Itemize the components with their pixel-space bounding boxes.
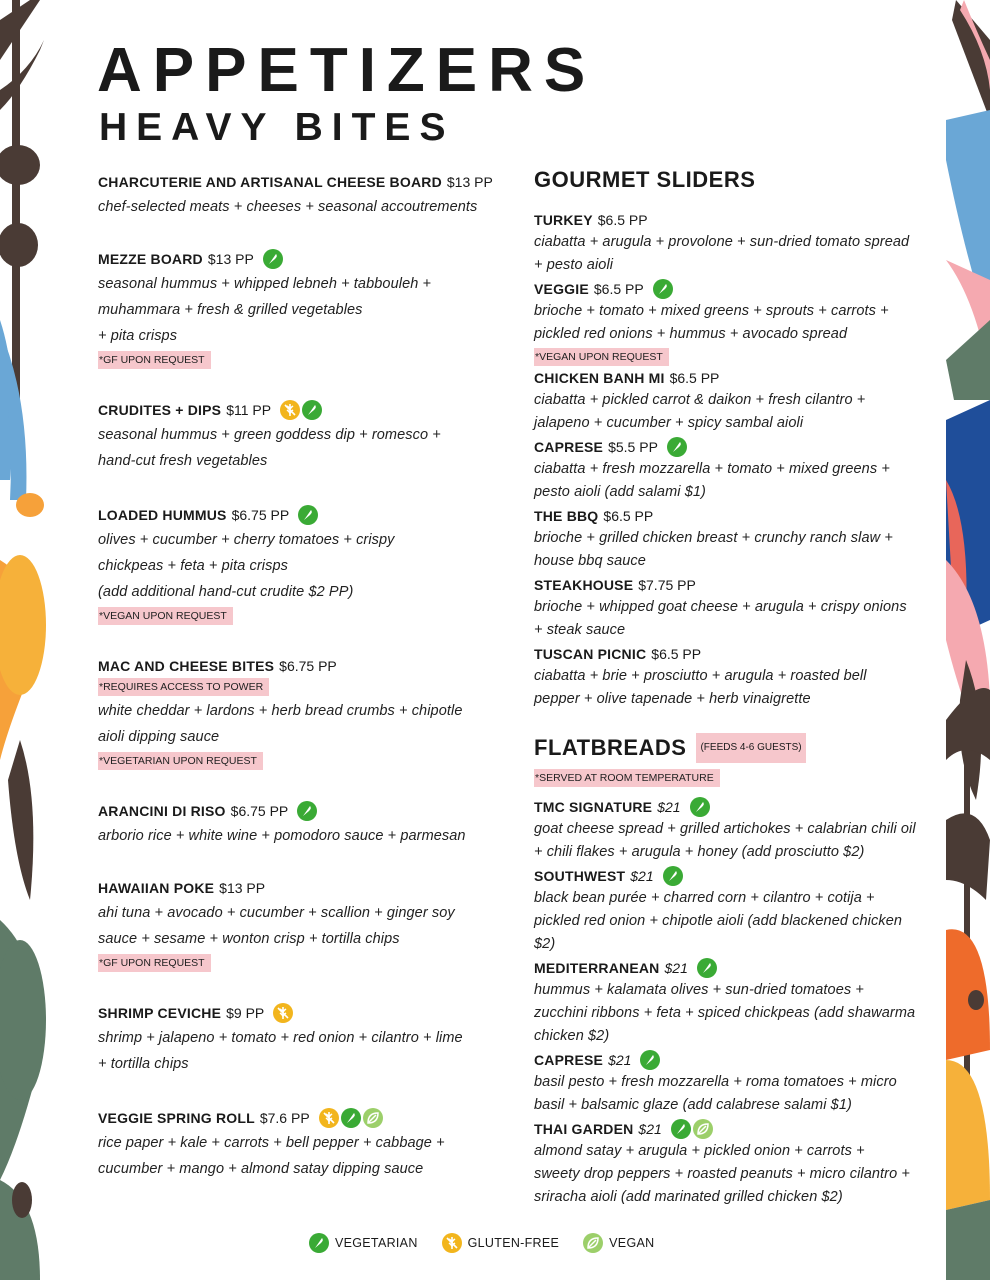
description-line: + chili flakes + arugula + honey (add prosciutto $2) [534,844,865,860]
legend-entry [583,1233,654,1253]
description-line: + steak sauce [534,622,626,638]
description-line: hummus + kalamata olives + sun-dried tomatoes + [534,982,864,998]
item-title-line [98,656,508,676]
gluten-free-icon [442,1233,462,1253]
dietary-icons [297,801,317,821]
appetizers-column [98,172,508,1213]
item-description [534,979,940,1048]
menu-item [534,1119,940,1209]
description-line: $2) [534,936,556,952]
item-title-line [98,249,508,269]
item-name: SOUTHWEST [534,868,626,884]
description-line: almond satay + arugula + pickled onion + carrots + [534,1143,865,1159]
vegetarian-icon [263,249,283,269]
description-line: white cheddar + lardons + herb bread crumbs + chipotle [98,703,463,719]
gluten-free-icon [280,400,300,420]
item-title-line [534,1119,940,1139]
item-price: $21 [638,1121,662,1137]
description-line: hand-cut fresh vegetables [98,453,268,469]
gourmet-sliders-section [534,166,940,711]
item-price: $11 PP [226,402,272,418]
item-name: MEDITERRANEAN [534,960,660,976]
vegetarian-icon [653,279,673,299]
vegetarian-icon [298,505,318,525]
item-name: VEGGIE SPRING ROLL [98,1110,255,1126]
item-price: $6.5 PP [603,508,654,524]
description-line: brioche + grilled chicken breast + crunchy ranch slaw + [534,530,893,546]
legend-label: VEGAN [609,1236,655,1250]
vegetarian-icon [663,866,683,886]
item-description [534,231,940,277]
description-line: chickpeas + feta + pita crisps [98,558,288,574]
page-subtitle: HEAVY BITES [99,106,455,149]
dietary-icons [690,797,710,817]
item-name: VEGGIE [534,281,589,297]
vegetarian-icon [640,1050,660,1070]
item-description [98,698,508,750]
item-description [98,527,508,605]
item-title-line [534,644,940,664]
item-name: CHICKEN BANH MI [534,370,665,386]
item-description [534,887,940,956]
vegan-icon [693,1119,713,1139]
item-title-line [534,210,940,230]
menu-item [534,958,940,1048]
description-line: ciabatta + brie + prosciutto + arugula + roasted bell [534,668,867,684]
item-name: SHRIMP CEVICHE [98,1005,222,1021]
sliders-section-title: GOURMET SLIDERS [534,167,756,192]
item-price: $6.5 PP [593,281,644,297]
menu-item [534,368,940,435]
item-note: *VEGAN UPON REQUEST [98,607,233,625]
item-description [98,823,508,849]
item-description [534,596,940,642]
item-name: CRUDITES + DIPS [98,402,222,418]
item-title-line [534,575,940,595]
flatbreads-note: *SERVED AT ROOM TEMPERATURE [534,769,720,787]
dietary-icons [273,1003,293,1023]
menu-item [534,506,940,573]
flatbreads-list [534,797,940,1209]
item-title-line [98,1108,508,1128]
description-line: jalapeno + cucumber + spicy sambal aioli [534,415,804,431]
item-price: $9 PP [226,1005,265,1021]
item-name: HAWAIIAN POKE [98,880,215,896]
item-name: MAC AND CHEESE BITES [98,658,275,674]
description-line: + pesto aioli [534,257,614,273]
description-line: ciabatta + fresh mozzarella + tomato + mixed greens + [534,461,890,477]
item-name: CAPRESE [534,1052,604,1068]
item-name: LOADED HUMMUS [98,507,227,523]
item-price: $7.75 PP [638,577,696,593]
description-line: brioche + whipped goat cheese + arugula + crispy onions [534,599,907,615]
item-note: *VEGETARIAN UPON REQUEST [98,752,263,770]
menu-item [534,279,940,366]
item-name: MEZZE BOARD [98,251,203,267]
menu-item [98,656,508,770]
description-line: brioche + tomato + mixed greens + sprouts + carrots + [534,303,889,319]
description-line: ciabatta + arugula + provolone + sun-dried tomato spread [534,234,910,250]
item-description [98,194,508,220]
item-title-line [534,866,940,886]
menu-item [534,575,940,642]
vegan-icon [363,1108,383,1128]
menu-item [98,1003,508,1077]
description-line: pickled red onions + hummus + avocado spread [534,326,848,342]
item-title-line [534,1050,940,1070]
description-line: olives + cucumber + cherry tomatoes + crispy [98,532,395,548]
item-price: $21 [608,1052,632,1068]
description-line: aioli dipping sauce [98,729,220,745]
item-description [534,527,940,573]
item-description [98,900,508,952]
item-title-line [534,437,940,457]
description-line: + tortilla chips [98,1056,189,1072]
item-title-line [98,505,508,525]
menu-item [98,878,508,972]
sliders-list [534,210,940,711]
description-line: pepper + olive tapenade + herb vinaigrette [534,691,811,707]
description-line: seasonal hummus + whipped lebneh + tabbouleh + [98,276,432,292]
item-title-line [98,878,508,898]
item-description [98,1130,508,1182]
menu-item [98,505,508,625]
menu-item [534,866,940,956]
menu-item [98,249,508,369]
description-line: black bean purée + charred corn + cilantro + cotija + [534,890,875,906]
vegetarian-icon [671,1119,691,1139]
flatbreads-serving-tag: (FEEDS 4-6 GUESTS) [696,733,805,763]
vegetarian-icon [297,801,317,821]
dietary-icons [263,249,283,269]
item-name: STEAKHOUSE [534,577,634,593]
gluten-free-icon [319,1108,339,1128]
description-line: ahi tuna + avocado + cucumber + scallion + ginger soy [98,905,455,921]
menu-item [534,1050,940,1117]
description-line: sweety drop peppers + roasted peanuts + micro cilantro + [534,1166,910,1182]
item-title-line [534,279,940,299]
dietary-icons [298,505,318,525]
item-note: *REQUIRES ACCESS TO POWER [98,678,269,696]
menu-item [534,644,940,711]
item-description [534,300,940,346]
dietary-icons [667,437,687,457]
description-line: seasonal hummus + green goddess dip + romesco + [98,427,441,443]
description-line: zucchini ribbons + feta + spiced chickpeas (add shawarma [534,1005,916,1021]
vegetarian-icon [690,797,710,817]
item-description [98,271,508,349]
item-description [534,818,940,864]
description-line: pesto aioli (add salami $1) [534,484,706,500]
menu-item [98,801,508,849]
dietary-icons [653,279,673,299]
item-price: $5.5 PP [608,439,658,455]
description-line: basil pesto + fresh mozzarella + roma tomatoes + micro [534,1074,897,1090]
menu-item [534,437,940,504]
vegetarian-icon [341,1108,361,1128]
item-title-line [98,801,508,821]
item-name: TURKEY [534,212,593,228]
vegetarian-icon [697,958,717,978]
flatbreads-section [534,733,940,1209]
item-title-line [534,958,940,978]
dietary-legend [309,1233,678,1253]
left-botanical-border [0,0,48,1280]
item-note: *GF UPON REQUEST [98,954,211,972]
item-name: CHARCUTERIE AND ARTISANAL CHEESE BOARD [98,174,442,190]
description-line: shrimp + jalapeno + tomato + red onion + cilantro + lime [98,1030,463,1046]
menu-item [98,172,508,220]
description-line: chef-selected meats + cheeses + seasonal accoutrements [98,199,478,215]
description-line: arborio rice + white wine + pomodoro sauce + parmesan [98,828,466,844]
vegetarian-icon [309,1233,329,1253]
right-botanical-border [946,0,990,1280]
item-description [534,1140,940,1209]
item-price: $13 PP [207,251,254,267]
description-line: sriracha aioli (add marinated grilled chicken $2) [534,1189,843,1205]
description-line: goat cheese spread + grilled artichokes + calabrian chili oil [534,821,916,837]
item-price: $6.5 PP [597,212,648,228]
menu-item [534,210,940,277]
item-price: $6.75 PP [230,803,289,819]
description-line: pickled red onion + chipotle aioli (add blackened chicken [534,913,903,929]
item-description [534,665,940,711]
item-title-line [534,506,940,526]
item-description [534,458,940,504]
description-line: house bbq sauce [534,553,646,569]
item-note: *GF UPON REQUEST [98,351,211,369]
item-title-line [98,400,508,420]
dietary-icons [640,1050,660,1070]
legend-entry [442,1233,560,1253]
item-title-line [534,797,940,817]
dietary-icons [663,866,683,886]
gluten-free-icon [273,1003,293,1023]
item-title-line [98,1003,508,1023]
item-price: $7.6 PP [259,1110,310,1126]
item-price: $21 [630,868,654,884]
item-name: THE BBQ [534,508,599,524]
flatbreads-section-title: FLATBREADS (FEEDS 4-6 GUESTS) [534,733,940,763]
vegetarian-icon [302,400,322,420]
item-price: $6.75 PP [231,507,290,523]
dietary-icons [697,958,717,978]
menu-item [98,1108,508,1182]
item-description [534,389,940,435]
description-line: (add additional hand-cut crudite $2 PP) [98,584,354,600]
item-name: CAPRESE [534,439,604,455]
description-line: cucumber + mango + almond satay dipping sauce [98,1161,424,1177]
legend-label: GLUTEN-FREE [467,1236,560,1250]
menu-item [534,797,940,864]
item-description [534,1071,940,1117]
vegetarian-icon [667,437,687,457]
item-title-line [98,172,508,192]
description-line: chicken $2) [534,1028,610,1044]
description-line: rice paper + kale + carrots + bell pepper + cabbage + [98,1135,445,1151]
item-name: TMC SIGNATURE [534,799,653,815]
item-name: ARANCINI DI RISO [98,803,226,819]
item-price: $13 PP [219,880,266,896]
item-description [98,1025,508,1077]
dietary-icons [319,1108,383,1128]
menu-item [98,400,508,474]
sliders-flatbreads-column [534,166,940,1211]
description-line: ciabatta + pickled carrot & daikon + fresh cilantro + [534,392,866,408]
item-price: $6.5 PP [651,646,702,662]
item-price: $21 [664,960,688,976]
item-name: THAI GARDEN [534,1121,634,1137]
legend-entry [309,1233,418,1253]
dietary-icons [671,1119,713,1139]
page-title: APPETIZERS [97,36,597,105]
item-price: $21 [657,799,681,815]
item-title-line [534,368,940,388]
description-line: + pita crisps [98,328,178,344]
vegan-icon [583,1233,603,1253]
item-price: $13 PP [446,174,493,190]
item-price: $6.75 PP [279,658,337,674]
item-price: $6.5 PP [669,370,720,386]
item-name: TUSCAN PICNIC [534,646,647,662]
item-description [98,422,508,474]
description-line: sauce + sesame + wonton crisp + tortilla chips [98,931,400,947]
item-note: *VEGAN UPON REQUEST [534,348,669,366]
legend-label: VEGETARIAN [335,1236,418,1250]
description-line: basil + balsamic glaze (add calabrese salami $1) [534,1097,852,1113]
description-line: muhammara + fresh & grilled vegetables [98,302,363,318]
dietary-icons [280,400,322,420]
